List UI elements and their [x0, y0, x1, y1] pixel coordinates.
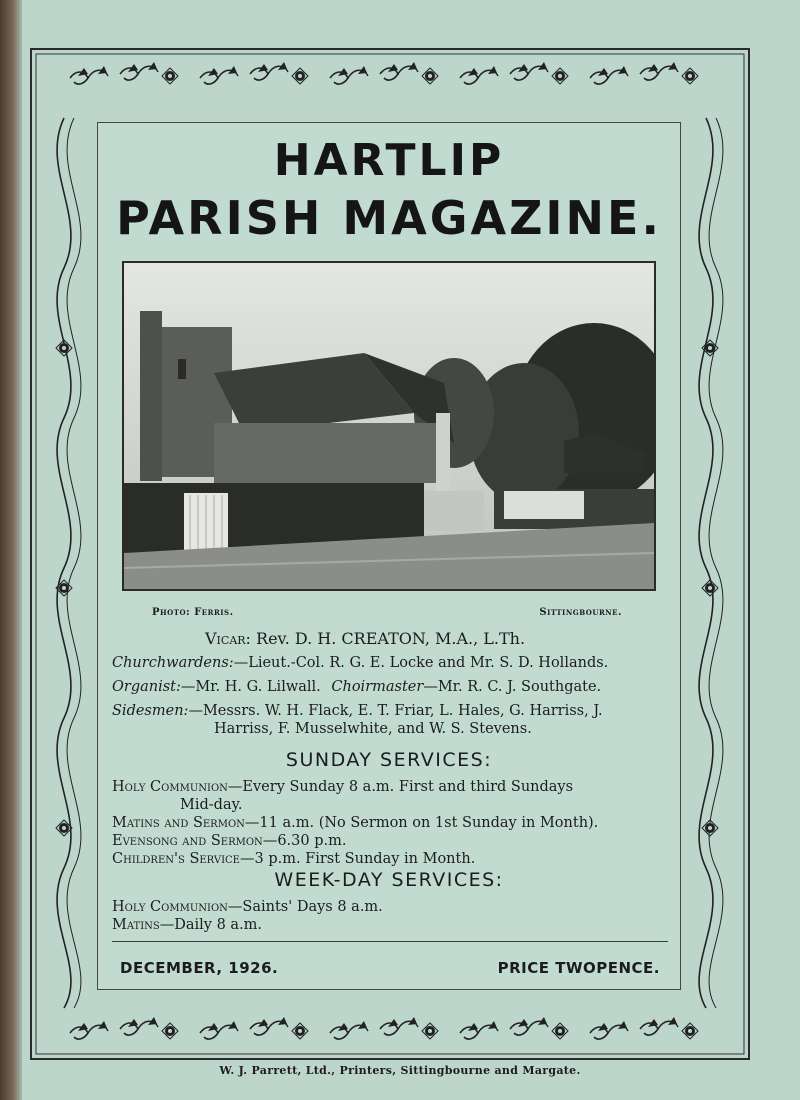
church-photo — [122, 261, 656, 591]
organist-label: Organist: — [112, 679, 181, 695]
church-photo-illustration — [124, 263, 654, 589]
sunday-evensong-label: Evensong and Sermon — [112, 833, 263, 849]
photo-location: Sittingbourne. — [539, 607, 622, 618]
weekday-matins-label: Matins — [112, 917, 160, 933]
sunday-holy-label: Holy Communion — [112, 779, 228, 795]
organist-line — [112, 679, 601, 695]
sunday-matins-text: —11 a.m. (No Sermon on 1st Sunday in Month). — [244, 815, 599, 831]
weekday-holy-label: Holy Communion — [112, 899, 228, 915]
weekday-holy-text: —Saints' Days 8 a.m. — [227, 899, 383, 915]
vicar-line — [205, 629, 525, 648]
churchwardens-line — [112, 655, 608, 671]
sunday-matins-label: Matins and Sermon — [112, 815, 245, 831]
book-spine — [0, 0, 22, 1100]
sunday-holy-text: —Every Sunday 8 a.m. First and third Sundays — [227, 779, 574, 795]
masthead-line2: PARISH MAGAZINE. — [116, 191, 662, 245]
divider-rule — [112, 941, 668, 942]
sunday-children — [112, 851, 475, 867]
organist-name: —Mr. H. G. Lilwall. — [180, 679, 321, 695]
vicar-name: Rev. D. H. CREATON, M.A., L.Th. — [256, 629, 526, 648]
sunday-services-heading: SUNDAY SERVICES: — [285, 749, 493, 771]
sidesmen-line — [112, 703, 603, 719]
choirmaster-name: —Mr. R. C. J. Southgate. — [423, 679, 602, 695]
weekday-matins — [112, 917, 262, 933]
sunday-evensong — [112, 833, 346, 849]
sidesmen-names-2: Harriss, F. Musselwhite, and W. S. Stevens. — [214, 721, 532, 737]
sidesmen-names-1: —Messrs. W. H. Flack, E. T. Friar, L. Hales, G. Harriss, J. — [188, 703, 603, 719]
cover-panel — [97, 122, 681, 990]
printer-imprint: W. J. Parrett, Ltd., Printers, Sittingbourne and Margate. — [219, 1064, 581, 1077]
weekday-holy-communion — [112, 899, 383, 915]
issue-date: DECEMBER, 1926. — [120, 959, 279, 977]
masthead-line1: HARTLIP — [273, 135, 505, 186]
choirmaster-label: Choirmaster — [331, 679, 424, 695]
sunday-holy-communion — [112, 779, 573, 795]
sunday-matins — [112, 815, 598, 831]
weekday-matins-text: —Daily 8 a.m. — [159, 917, 263, 933]
weekday-services-heading: WEEK-DAY SERVICES: — [274, 869, 504, 891]
sunday-children-text: —3 p.m. First Sunday in Month. — [239, 851, 476, 867]
photo-credit: Photo: Ferris. — [152, 607, 234, 618]
vicar-label: Vicar: — [205, 629, 251, 648]
sunday-evensong-text: —6.30 p.m. — [262, 833, 347, 849]
churchwardens-label: Churchwardens: — [112, 655, 234, 671]
churchwardens-names: —Lieut.-Col. R. G. E. Locke and Mr. S. D. Hollands. — [233, 655, 609, 671]
sunday-holy-text-2: Mid-day. — [180, 797, 243, 813]
sidesmen-label: Sidesmen: — [112, 703, 189, 719]
issue-price: PRICE TWOPENCE. — [497, 959, 660, 977]
sunday-children-label: Children's Service — [112, 851, 240, 867]
